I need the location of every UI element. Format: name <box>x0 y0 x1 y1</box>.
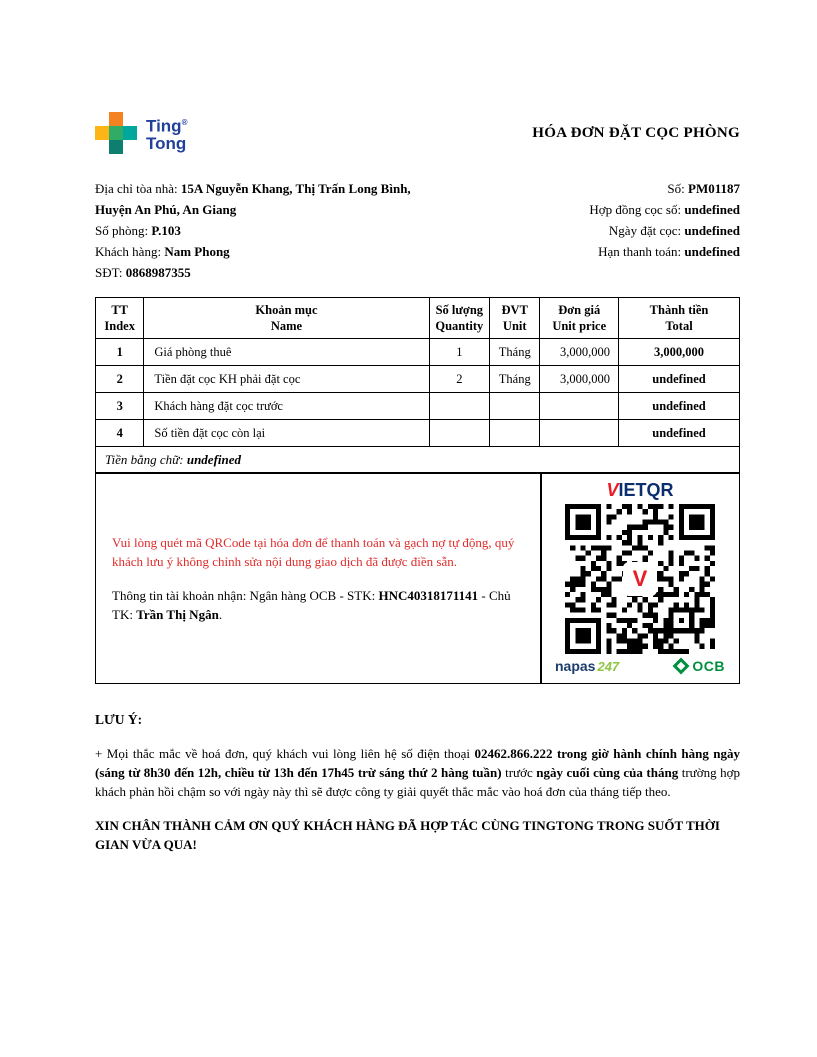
ocb-icon <box>673 658 690 675</box>
invoice-number-label: Số: <box>667 181 688 196</box>
cell-unit: Tháng <box>490 339 540 366</box>
cell-quantity: 2 <box>429 366 489 393</box>
notes-paragraph: + Mọi thắc mắc về hoá đơn, quý khách vui lòng liên hệ số điện thoại 02462.866.222 trong giờ hành chính hàng ngày (sáng từ 8h30 đến 12h, chiều từ 13h đến 17h45 trừ sáng thứ 2 hàng tuần) trước ngày cuối cùng của tháng trường hợp khách phản hồi chậm so với ngày này thì sẽ được công ty giải quyết thắc mắc vào hoá đơn của tháng tiếp theo. <box>95 746 741 799</box>
customer-name <box>95 241 445 262</box>
payment-due-date <box>589 241 740 262</box>
invoice-title: HÓA ĐƠN ĐẶT CỌC PHÒNG <box>532 124 740 141</box>
amount-in-words <box>95 446 740 474</box>
account-info: Thông tin tài khoản nhận: Ngân hàng OCB - STK: HNC40318171141 - Chủ TK: Trần Thị Ngân. <box>112 587 511 622</box>
cell-index: 1 <box>96 339 144 366</box>
vietqr-center-icon: V <box>623 562 657 596</box>
account-holder-label: - Chủ TK: <box>112 587 511 622</box>
thank-you-note: XIN CHÂN THÀNH CẢM ƠN QUÝ KHÁCH HÀNG ĐÃ HỢP TÁC CÙNG TINGTONG TRONG SUỐT THỜI GIAN VỪA QUA! <box>95 818 720 852</box>
deposit-contract-value: undefined <box>684 202 740 217</box>
deposit-date-label: Ngày đặt cọc: <box>608 223 685 238</box>
qr-payment-notice: Vui lòng quét mã QRCode tại hóa đơn để thanh toán và gạch nợ tự động, quý khách lưu ý không chỉnh sửa nội dung giao dịch đã được điền sẵn. <box>112 534 515 569</box>
items-table <box>95 297 740 447</box>
cell-unit-price: 3,000,000 <box>540 366 619 393</box>
notes-section <box>95 712 740 854</box>
invoice-content <box>95 112 740 854</box>
payment-due-value: undefined <box>684 244 740 259</box>
logo-square-darkteal <box>109 140 123 154</box>
deposit-date <box>589 220 740 241</box>
cell-unit <box>490 420 540 447</box>
cell-total: undefined <box>619 420 740 447</box>
vietqr-panel <box>540 472 740 684</box>
logo-square-green <box>109 126 123 140</box>
col-header-total: Thành tiền Total <box>619 298 740 339</box>
tingtong-logo-icon <box>95 112 137 154</box>
tingtong-logo-text <box>146 114 187 152</box>
cell-unit-price: 3,000,000 <box>540 339 619 366</box>
cell-name: Giá phòng thuê <box>144 339 429 366</box>
hotline-info: 02462.866.222 trong giờ hành chính hàng ngày (sáng từ 8h30 đến 12h, chiều từ 13h đến 17h45 trừ sáng thứ 2 hàng tuần) <box>95 746 741 780</box>
qr-code <box>565 504 715 654</box>
napas-247-logo: napas 247 <box>555 658 620 674</box>
logo-square-teal <box>123 126 137 140</box>
payment-section <box>95 472 740 684</box>
customer-phone <box>95 262 445 283</box>
room-number-label: Số phòng: <box>95 223 152 238</box>
amount-in-words-label: Tiền bằng chữ: <box>105 451 187 467</box>
cell-name: Số tiền đặt cọc còn lại <box>144 420 429 447</box>
room-number <box>95 220 445 241</box>
vietqr-logo: VIETQR <box>606 480 674 500</box>
cell-index: 3 <box>96 393 144 420</box>
cell-quantity: 1 <box>429 339 489 366</box>
cell-quantity <box>429 393 489 420</box>
cell-unit-price <box>540 393 619 420</box>
col-header-index: TT Index <box>96 298 144 339</box>
tingtong-logo <box>95 112 187 154</box>
customer-name-label: Khách hàng: <box>95 244 165 259</box>
account-holder-name: Trần Thị Ngân <box>136 606 219 622</box>
table-row <box>96 339 740 366</box>
cell-index: 2 <box>96 366 144 393</box>
payment-due-label: Hạn thanh toán: <box>598 244 685 259</box>
customer-name-value: Nam Phong <box>164 244 230 259</box>
invoice-header <box>95 112 740 154</box>
cell-unit-price <box>540 420 619 447</box>
account-number: HNC40318171141 <box>378 587 479 603</box>
cell-index: 4 <box>96 420 144 447</box>
table-row <box>96 420 740 447</box>
customer-phone-label: SĐT: <box>95 265 126 280</box>
invoice-number-value: PM01187 <box>688 181 740 196</box>
logo-square-yellow <box>95 126 109 140</box>
cell-total: 3,000,000 <box>619 339 740 366</box>
deposit-contract-label: Hợp đồng cọc số: <box>589 202 685 217</box>
building-address-value: 15A Nguyễn Khang, Thị Trấn Long Bình, Huyện An Phú, An Giang <box>95 181 411 217</box>
table-row <box>96 393 740 420</box>
cell-unit: Tháng <box>490 366 540 393</box>
cell-total: undefined <box>619 366 740 393</box>
cell-name: Khách hàng đặt cọc trước <box>144 393 429 420</box>
cell-unit <box>490 393 540 420</box>
logo-square-orange <box>109 112 123 126</box>
customer-phone-value: 0868987355 <box>125 265 191 280</box>
building-address-label: Địa chỉ tòa nhà: <box>95 181 181 196</box>
logo-word-ting: Ting® <box>146 116 188 136</box>
amount-in-words-value: undefined <box>186 451 242 467</box>
col-header-quantity: Số lượng Quantity <box>429 298 489 339</box>
deposit-contract-number <box>589 199 740 220</box>
logo-word-tong: Tong <box>146 133 187 153</box>
col-header-unit-price: Đơn giá Unit price <box>540 298 619 339</box>
deadline-info: ngày cuối cùng của tháng <box>536 765 679 780</box>
cell-total: undefined <box>619 393 740 420</box>
account-info-label: Thông tin tài khoản nhận: Ngân hàng OCB - STK: <box>112 587 379 603</box>
invoice-number <box>589 178 740 199</box>
registered-mark: ® <box>181 118 188 128</box>
invoice-meta <box>95 178 740 283</box>
col-header-name: Khoản mục Name <box>144 298 429 339</box>
meta-left <box>95 178 445 283</box>
notes-title: LƯU Ý: <box>95 712 143 727</box>
room-number-value: P.103 <box>151 223 181 238</box>
deposit-date-value: undefined <box>684 223 740 238</box>
table-header-row <box>96 298 740 339</box>
payment-instructions <box>95 472 542 684</box>
payment-logos <box>555 658 725 674</box>
col-header-unit: ĐVT Unit <box>490 298 540 339</box>
vietqr-v-mark: V <box>606 480 619 500</box>
ocb-logo: OCB <box>675 658 725 674</box>
cell-name: Tiền đặt cọc KH phải đặt cọc <box>144 366 429 393</box>
building-address <box>95 178 445 220</box>
meta-right <box>589 178 740 283</box>
cell-quantity <box>429 420 489 447</box>
table-row <box>96 366 740 393</box>
